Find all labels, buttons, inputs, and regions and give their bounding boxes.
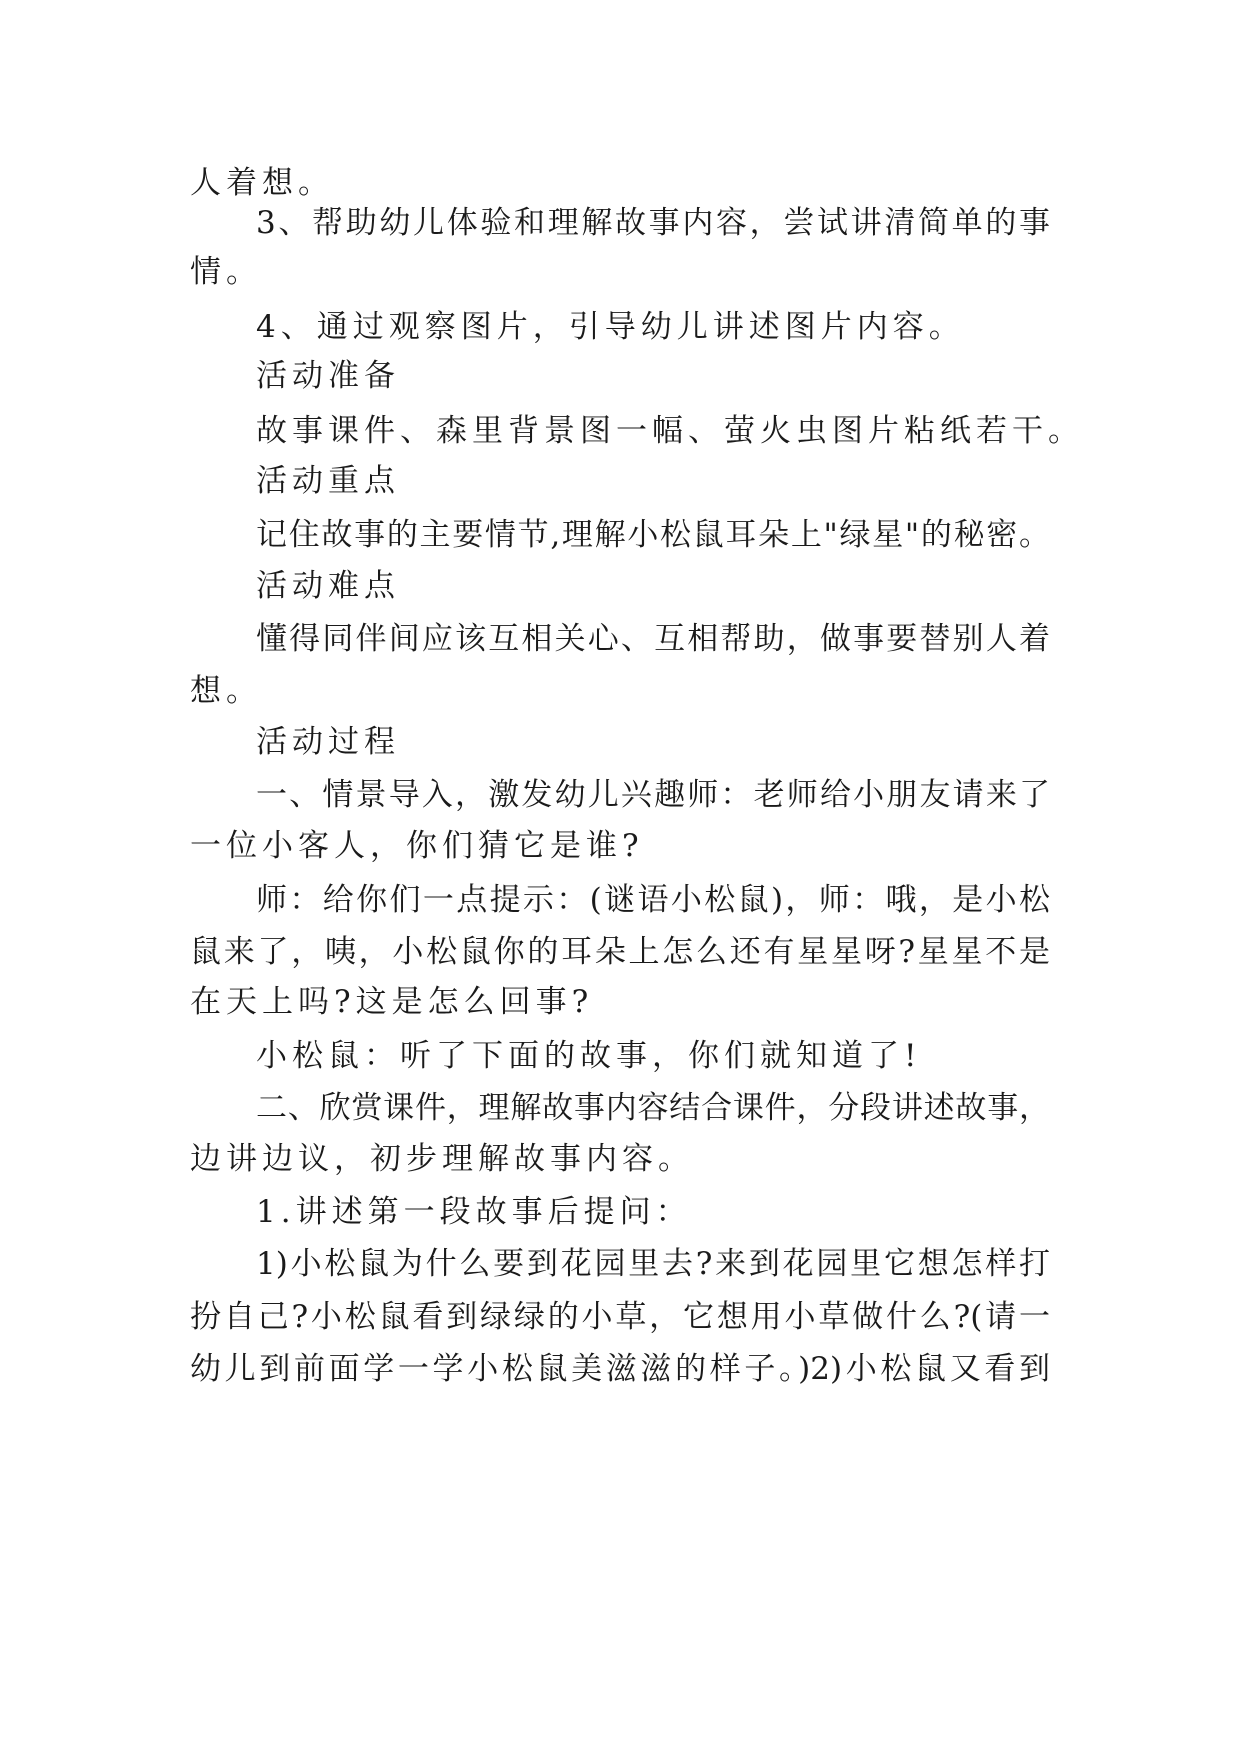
section-heading: 活动难点 — [256, 568, 400, 604]
paragraph-line: 故事课件、森里背景图一幅、萤火虫图片粘纸若干。 — [256, 413, 1084, 449]
paragraph-line: 扮自己?小松鼠看到绿绿的小草，它想用小草做什么?(请一 — [190, 1299, 1050, 1335]
paragraph-line: 1)小松鼠为什么要到花园里去?来到花园里它想怎样打 — [256, 1246, 1050, 1282]
paragraph-line: 3、帮助幼儿体验和理解故事内容，尝试讲清简单的事 — [256, 205, 1050, 241]
paragraph-line: 情。 — [190, 254, 262, 290]
paragraph-line: 记住故事的主要情节,理解小松鼠耳朵上"绿星"的秘密。 — [256, 517, 1050, 553]
paragraph-line: 边讲边议，初步理解故事内容。 — [190, 1141, 694, 1177]
paragraph-line: 4、通过观察图片，引导幼儿讲述图片内容。 — [256, 309, 965, 345]
paragraph-line: 在天上吗?这是怎么回事? — [190, 984, 594, 1020]
paragraph-line: 师：给你们一点提示：(谜语小松鼠)，师：哦，是小松 — [256, 882, 1050, 918]
paragraph-line: 小松鼠：听了下面的故事，你们就知道了! — [256, 1038, 922, 1074]
paragraph-line: 二、欣赏课件，理解故事内容结合课件，分段讲述故事， — [256, 1090, 1050, 1126]
section-heading: 活动准备 — [256, 358, 400, 394]
paragraph-line: 一、情景导入，激发幼儿兴趣师：老师给小朋友请来了 — [256, 777, 1050, 813]
section-heading: 活动过程 — [256, 724, 400, 760]
paragraph-line: 幼儿到前面学一学小松鼠美滋滋的样子。)2)小松鼠又看到 — [190, 1351, 1050, 1387]
paragraph-line: 懂得同伴间应该互相关心、互相帮助，做事要替别人着 — [256, 621, 1050, 657]
paragraph-line: 鼠来了，咦，小松鼠你的耳朵上怎么还有星星呀?星星不是 — [190, 934, 1050, 970]
paragraph-line: 一位小客人，你们猜它是谁? — [190, 828, 644, 864]
section-heading: 活动重点 — [256, 463, 400, 499]
paragraph-line: 想。 — [190, 673, 262, 709]
paragraph-line: 人着想。 — [190, 165, 334, 201]
paragraph-line: 1.讲述第一段故事后提问： — [256, 1194, 692, 1230]
